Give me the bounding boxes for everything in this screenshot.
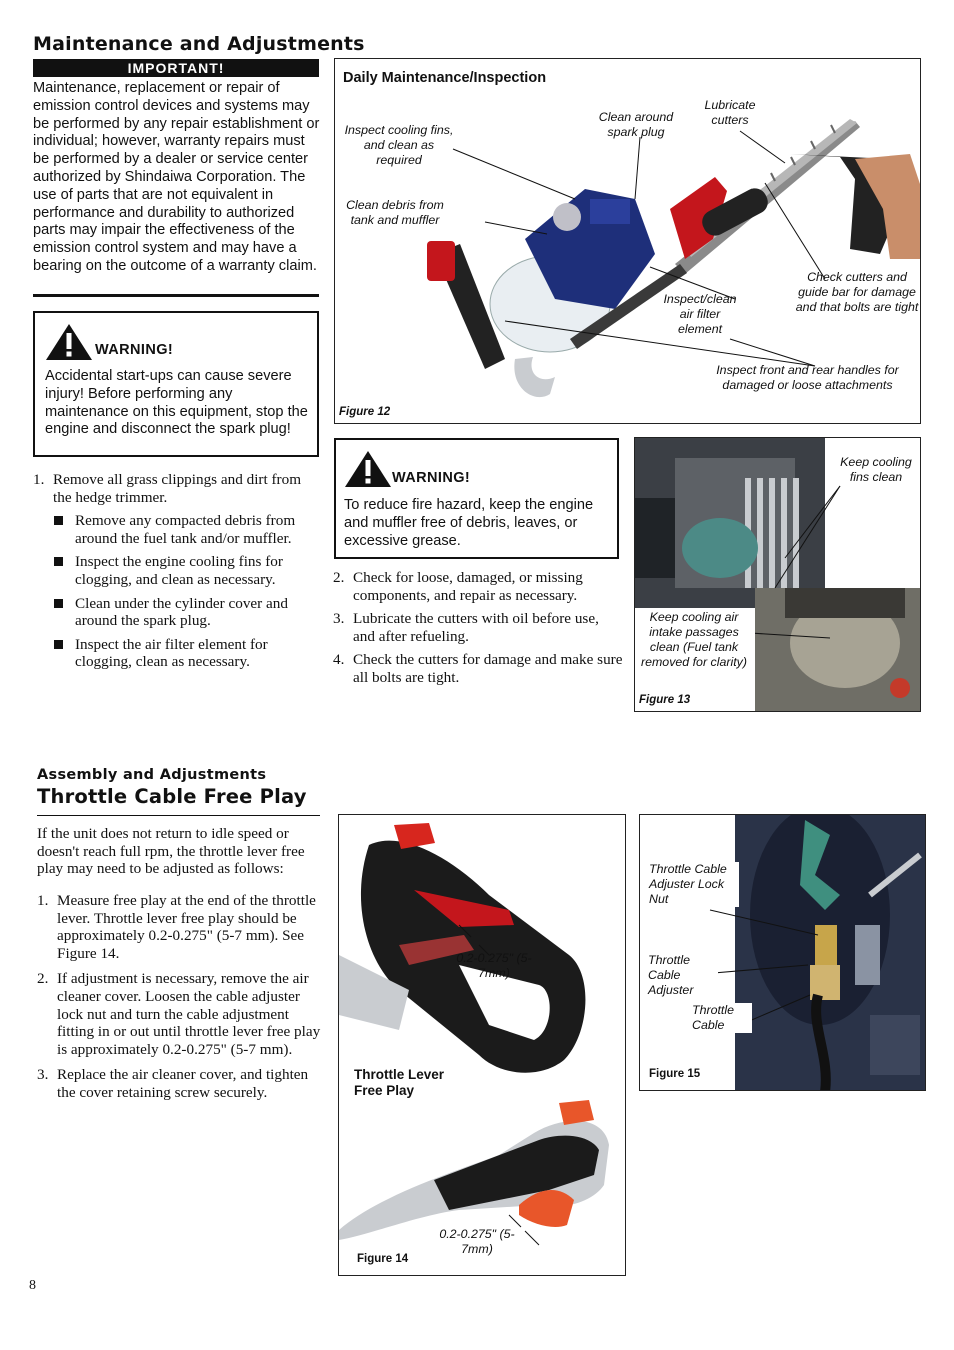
figure-label: Figure 13 <box>639 694 691 706</box>
warning-icon <box>45 323 93 361</box>
step-text: Replace the air cleaner cover, and tighten the cover retaining screw securely. <box>57 1066 309 1101</box>
callout-spark: Clean around spark plug <box>598 110 674 139</box>
step-text: Remove all grass clippings and dirt from the hedge trimmer. <box>53 471 302 506</box>
warning-box <box>334 438 619 559</box>
divider <box>37 815 320 816</box>
figure-label: Figure 12 <box>339 406 391 418</box>
warning-box <box>33 311 319 457</box>
figure-15 <box>639 814 926 1091</box>
step-number: 2. <box>37 970 49 988</box>
step-text: If adjustment is necessary, remove the air cleaner cover. Loosen the cable adjuster lock nut and turn the cable adjustment fitting in or out until throttle lever free play is approximately 0.2-0.275" (5-7 mm). <box>57 970 321 1058</box>
callout-cooling: Inspect cooling fins, and clean as required <box>344 123 454 167</box>
bullet-item: Inspect the air filter element for clogging, clean as necessary. <box>51 636 321 671</box>
callout-airfilter: Inspect/clean air filter element <box>663 292 737 336</box>
section-subtitle: Assembly and Adjustments <box>37 767 267 783</box>
important-banner: IMPORTANT! <box>33 59 319 77</box>
figure-label: Figure 14 <box>357 1253 409 1265</box>
important-text: Maintenance, replacement or repair of emission control devices and systems may be performed by any repair establishment or individual; however, warranty repairs must be performed by a dealer or service center authorized by Shindaiwa Corporation. The use of parts that are not equivalent in performance and durability to authorized parts may impair the effectiveness of the emission control system and may have a bearing on the outcome of a warranty claim. <box>33 80 320 274</box>
section-title: Throttle Cable Free Play <box>37 785 307 808</box>
warning-label: WARNING! <box>95 342 174 358</box>
caption-panel <box>635 608 755 712</box>
step-item <box>37 1066 323 1101</box>
step-number: 3. <box>37 1066 49 1084</box>
callout-lubricate: Lubricate cutters <box>704 98 756 127</box>
step-number: 3. <box>333 610 345 628</box>
warning-text: To reduce fire hazard, keep the engine and muffler free of debris, leaves, or excessive grease. <box>344 497 594 549</box>
section-intro: If the unit does not return to idle speed or doesn't reach full rpm, the throttle lever free play may need to be adjusted as follows: <box>37 825 305 878</box>
callout-cable: Throttle Cable <box>692 1003 752 1033</box>
figure-12 <box>334 58 921 424</box>
step-item <box>333 569 623 604</box>
page-number: 8 <box>29 1278 36 1293</box>
warning-text: Accidental start-ups can cause severe injury! Before performing any maintenance on this equipment, stop the engine and disconnect the spark plug! <box>45 368 308 438</box>
page-title: Maintenance and Adjustments <box>33 33 365 55</box>
step-number: 1. <box>37 892 49 909</box>
step-text: Check for loose, damaged, or missing components, and repair as necessary. <box>353 569 583 604</box>
step-item <box>37 970 323 1058</box>
callout-debris: Clean debris from tank and muffler <box>346 198 444 227</box>
bullet-item: Inspect the engine cooling fins for clogging, and clean as necessary. <box>51 553 321 588</box>
figure-title: Daily Maintenance/Inspection <box>343 70 547 86</box>
step-item <box>37 892 323 962</box>
figure-13 <box>634 437 921 712</box>
left-steps <box>33 471 321 677</box>
figure-14 <box>338 814 626 1276</box>
step-text: Measure free play at the end of the throttle lever. Throttle lever free play should be approximately 0.2-0.275" (5-7 mm). See Figure 14. <box>57 892 316 962</box>
bullet-item: Clean under the cylinder cover and around the spark plug. <box>51 595 321 630</box>
measure-label: 0.2-0.275" (5-7mm) <box>456 951 532 980</box>
figure-label: Figure 15 <box>649 1068 701 1080</box>
step-text: Lubricate the cutters with oil before use, and after refueling. <box>353 610 599 645</box>
divider <box>33 294 319 297</box>
step-item <box>333 610 623 645</box>
warning-label: WARNING! <box>392 470 471 486</box>
callout-locknut: Throttle Cable Adjuster Lock Nut <box>649 862 739 907</box>
bullet-item: Remove any compacted debris from around the fuel tank and/or muffler. <box>51 512 321 547</box>
callout-adjuster: Throttle Cable Adjuster <box>648 953 718 998</box>
callout-handles: Inspect front and rear handles for damaged or loose attachments <box>716 363 899 392</box>
step-item <box>333 651 623 686</box>
step-number: 4. <box>333 651 345 669</box>
step-item <box>33 471 321 506</box>
callout-intake: Keep cooling air intake passages clean (Fuel tank removed for clarity) <box>640 610 748 669</box>
figure-caption: Throttle Lever Free Play <box>354 1067 445 1098</box>
throttle-handle-illustration <box>339 815 626 1276</box>
section-steps <box>37 892 323 1108</box>
middle-steps <box>333 569 623 693</box>
warning-icon <box>344 450 392 488</box>
callout-fins: Keep cooling fins clean <box>840 455 912 484</box>
callout-check: Check cutters and guide bar for damage and that bolts are tight <box>795 270 919 314</box>
step-number: 1. <box>33 471 45 488</box>
measure-label: 0.2-0.275" (5-7mm) <box>439 1227 515 1256</box>
step-text: Check the cutters for damage and make sure all bolts are tight. <box>353 651 623 686</box>
step-number: 2. <box>333 569 345 586</box>
